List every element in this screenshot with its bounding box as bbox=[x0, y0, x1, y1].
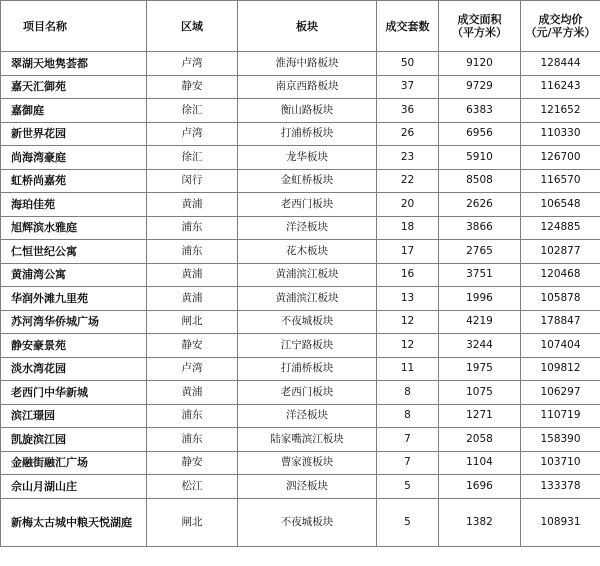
table-row bbox=[1, 263, 600, 287]
cell-units: 5 bbox=[377, 475, 439, 499]
cell-price: 126700 bbox=[521, 146, 600, 170]
cell-area: 6383 bbox=[439, 99, 521, 123]
cell-units: 22 bbox=[377, 169, 439, 193]
cell-area: 3244 bbox=[439, 334, 521, 358]
cell-name: 静安豪景苑 bbox=[1, 334, 147, 358]
cell-units: 26 bbox=[377, 122, 439, 146]
cell-units: 23 bbox=[377, 146, 439, 170]
table-row bbox=[1, 310, 600, 334]
cell-name: 苏河湾华侨城广场 bbox=[1, 310, 147, 334]
cell-name: 凯旋滨江园 bbox=[1, 428, 147, 452]
header-area-line2: （平方米） bbox=[452, 26, 507, 39]
cell-block: 黄浦滨江板块 bbox=[238, 263, 377, 287]
cell-price: 110330 bbox=[521, 122, 600, 146]
cell-block: 洋泾板块 bbox=[238, 216, 377, 240]
cell-name: 嘉御庭 bbox=[1, 99, 147, 123]
table-row bbox=[1, 381, 600, 405]
header-area bbox=[439, 1, 521, 52]
cell-units: 13 bbox=[377, 287, 439, 311]
cell-block: 打浦桥板块 bbox=[238, 122, 377, 146]
table-row bbox=[1, 52, 600, 76]
cell-units: 7 bbox=[377, 428, 439, 452]
cell-name: 仁恒世纪公寓 bbox=[1, 240, 147, 264]
cell-area: 4219 bbox=[439, 310, 521, 334]
cell-units: 17 bbox=[377, 240, 439, 264]
cell-area: 1696 bbox=[439, 475, 521, 499]
cell-units: 8 bbox=[377, 404, 439, 428]
cell-price: 102877 bbox=[521, 240, 600, 264]
header-price-line1: 成交均价 bbox=[538, 13, 583, 26]
cell-units: 11 bbox=[377, 357, 439, 381]
cell-district: 闸北 bbox=[147, 310, 238, 334]
table-row bbox=[1, 475, 600, 499]
cell-name: 新梅太古城中粮天悦湖庭 bbox=[1, 498, 147, 546]
cell-block: 南京西路板块 bbox=[238, 75, 377, 99]
cell-units: 36 bbox=[377, 99, 439, 123]
cell-units: 7 bbox=[377, 451, 439, 475]
table-row bbox=[1, 75, 600, 99]
cell-area: 3866 bbox=[439, 216, 521, 240]
cell-district: 静安 bbox=[147, 451, 238, 475]
table-row bbox=[1, 451, 600, 475]
cell-district: 徐汇 bbox=[147, 99, 238, 123]
cell-name: 黄浦湾公寓 bbox=[1, 263, 147, 287]
cell-district: 卢湾 bbox=[147, 357, 238, 381]
table-row bbox=[1, 122, 600, 146]
cell-district: 浦东 bbox=[147, 428, 238, 452]
cell-block: 龙华板块 bbox=[238, 146, 377, 170]
cell-price: 178847 bbox=[521, 310, 600, 334]
cell-price: 106297 bbox=[521, 381, 600, 405]
cell-units: 20 bbox=[377, 193, 439, 217]
cell-area: 2626 bbox=[439, 193, 521, 217]
cell-units: 16 bbox=[377, 263, 439, 287]
table-row bbox=[1, 99, 600, 123]
cell-units: 12 bbox=[377, 310, 439, 334]
cell-area: 1104 bbox=[439, 451, 521, 475]
cell-area: 8508 bbox=[439, 169, 521, 193]
cell-block: 泗泾板块 bbox=[238, 475, 377, 499]
header-district: 区域 bbox=[147, 1, 238, 52]
cell-name: 尚海湾豪庭 bbox=[1, 146, 147, 170]
cell-district: 黄浦 bbox=[147, 193, 238, 217]
cell-price: 120468 bbox=[521, 263, 600, 287]
cell-block: 洋泾板块 bbox=[238, 404, 377, 428]
cell-area: 9729 bbox=[439, 75, 521, 99]
header-price-line2: （元/平方米） bbox=[525, 26, 596, 39]
cell-price: 106548 bbox=[521, 193, 600, 217]
cell-district: 浦东 bbox=[147, 216, 238, 240]
cell-district: 卢湾 bbox=[147, 52, 238, 76]
cell-area: 1075 bbox=[439, 381, 521, 405]
cell-units: 8 bbox=[377, 381, 439, 405]
table-row bbox=[1, 146, 600, 170]
table-row bbox=[1, 216, 600, 240]
cell-area: 2058 bbox=[439, 428, 521, 452]
cell-name: 翠湖天地隽荟都 bbox=[1, 52, 147, 76]
cell-district: 卢湾 bbox=[147, 122, 238, 146]
table-row bbox=[1, 287, 600, 311]
header-block: 板块 bbox=[238, 1, 377, 52]
table-row bbox=[1, 193, 600, 217]
cell-district: 闵行 bbox=[147, 169, 238, 193]
cell-block: 打浦桥板块 bbox=[238, 357, 377, 381]
cell-price: 158390 bbox=[521, 428, 600, 452]
cell-area: 1271 bbox=[439, 404, 521, 428]
cell-area: 6956 bbox=[439, 122, 521, 146]
cell-units: 12 bbox=[377, 334, 439, 358]
cell-units: 50 bbox=[377, 52, 439, 76]
cell-area: 1975 bbox=[439, 357, 521, 381]
header-price bbox=[521, 1, 600, 52]
cell-price: 105878 bbox=[521, 287, 600, 311]
cell-name: 老西门中华新城 bbox=[1, 381, 147, 405]
table-row bbox=[1, 169, 600, 193]
cell-price: 116243 bbox=[521, 75, 600, 99]
cell-block: 花木板块 bbox=[238, 240, 377, 264]
cell-district: 黄浦 bbox=[147, 287, 238, 311]
cell-area: 1996 bbox=[439, 287, 521, 311]
cell-price: 128444 bbox=[521, 52, 600, 76]
cell-district: 黄浦 bbox=[147, 263, 238, 287]
header-row bbox=[1, 1, 600, 52]
cell-price: 124885 bbox=[521, 216, 600, 240]
cell-price: 133378 bbox=[521, 475, 600, 499]
cell-area: 5910 bbox=[439, 146, 521, 170]
cell-district: 静安 bbox=[147, 334, 238, 358]
cell-area: 2765 bbox=[439, 240, 521, 264]
cell-district: 闸北 bbox=[147, 498, 238, 546]
cell-price: 116570 bbox=[521, 169, 600, 193]
cell-block: 衡山路板块 bbox=[238, 99, 377, 123]
table-row bbox=[1, 240, 600, 264]
cell-name: 佘山月湖山庄 bbox=[1, 475, 147, 499]
cell-district: 浦东 bbox=[147, 404, 238, 428]
cell-area: 3751 bbox=[439, 263, 521, 287]
table-row bbox=[1, 357, 600, 381]
cell-block: 不夜城板块 bbox=[238, 498, 377, 546]
cell-district: 徐汇 bbox=[147, 146, 238, 170]
cell-name: 嘉天汇御苑 bbox=[1, 75, 147, 99]
cell-name: 华润外滩九里苑 bbox=[1, 287, 147, 311]
cell-district: 松江 bbox=[147, 475, 238, 499]
cell-block: 老西门板块 bbox=[238, 381, 377, 405]
cell-price: 108931 bbox=[521, 498, 600, 546]
cell-units: 18 bbox=[377, 216, 439, 240]
cell-area: 9120 bbox=[439, 52, 521, 76]
table-row bbox=[1, 334, 600, 358]
cell-district: 黄浦 bbox=[147, 381, 238, 405]
cell-price: 109812 bbox=[521, 357, 600, 381]
cell-units: 5 bbox=[377, 498, 439, 546]
cell-area: 1382 bbox=[439, 498, 521, 546]
cell-name: 滨江璟园 bbox=[1, 404, 147, 428]
cell-block: 淮海中路板块 bbox=[238, 52, 377, 76]
table-row bbox=[1, 428, 600, 452]
cell-price: 103710 bbox=[521, 451, 600, 475]
cell-block: 金虹桥板块 bbox=[238, 169, 377, 193]
header-area-line1: 成交面积 bbox=[457, 13, 502, 26]
header-units: 成交套数 bbox=[377, 1, 439, 52]
cell-block: 老西门板块 bbox=[238, 193, 377, 217]
cell-price: 107404 bbox=[521, 334, 600, 358]
cell-name: 淡水湾花园 bbox=[1, 357, 147, 381]
cell-name: 金融街融汇广场 bbox=[1, 451, 147, 475]
table-row bbox=[1, 404, 600, 428]
cell-price: 110719 bbox=[521, 404, 600, 428]
cell-price: 121652 bbox=[521, 99, 600, 123]
cell-district: 浦东 bbox=[147, 240, 238, 264]
header-name: 项目名称 bbox=[1, 1, 147, 52]
cell-name: 新世界花园 bbox=[1, 122, 147, 146]
cell-block: 黄浦滨江板块 bbox=[238, 287, 377, 311]
cell-block: 江宁路板块 bbox=[238, 334, 377, 358]
table-row bbox=[1, 498, 600, 546]
cell-district: 静安 bbox=[147, 75, 238, 99]
cell-name: 海珀佳苑 bbox=[1, 193, 147, 217]
cell-block: 不夜城板块 bbox=[238, 310, 377, 334]
cell-units: 37 bbox=[377, 75, 439, 99]
cell-name: 虹桥尚嘉苑 bbox=[1, 169, 147, 193]
cell-block: 曹家渡板块 bbox=[238, 451, 377, 475]
cell-name: 旭辉滨水雅庭 bbox=[1, 216, 147, 240]
cell-block: 陆家嘴滨江板块 bbox=[238, 428, 377, 452]
